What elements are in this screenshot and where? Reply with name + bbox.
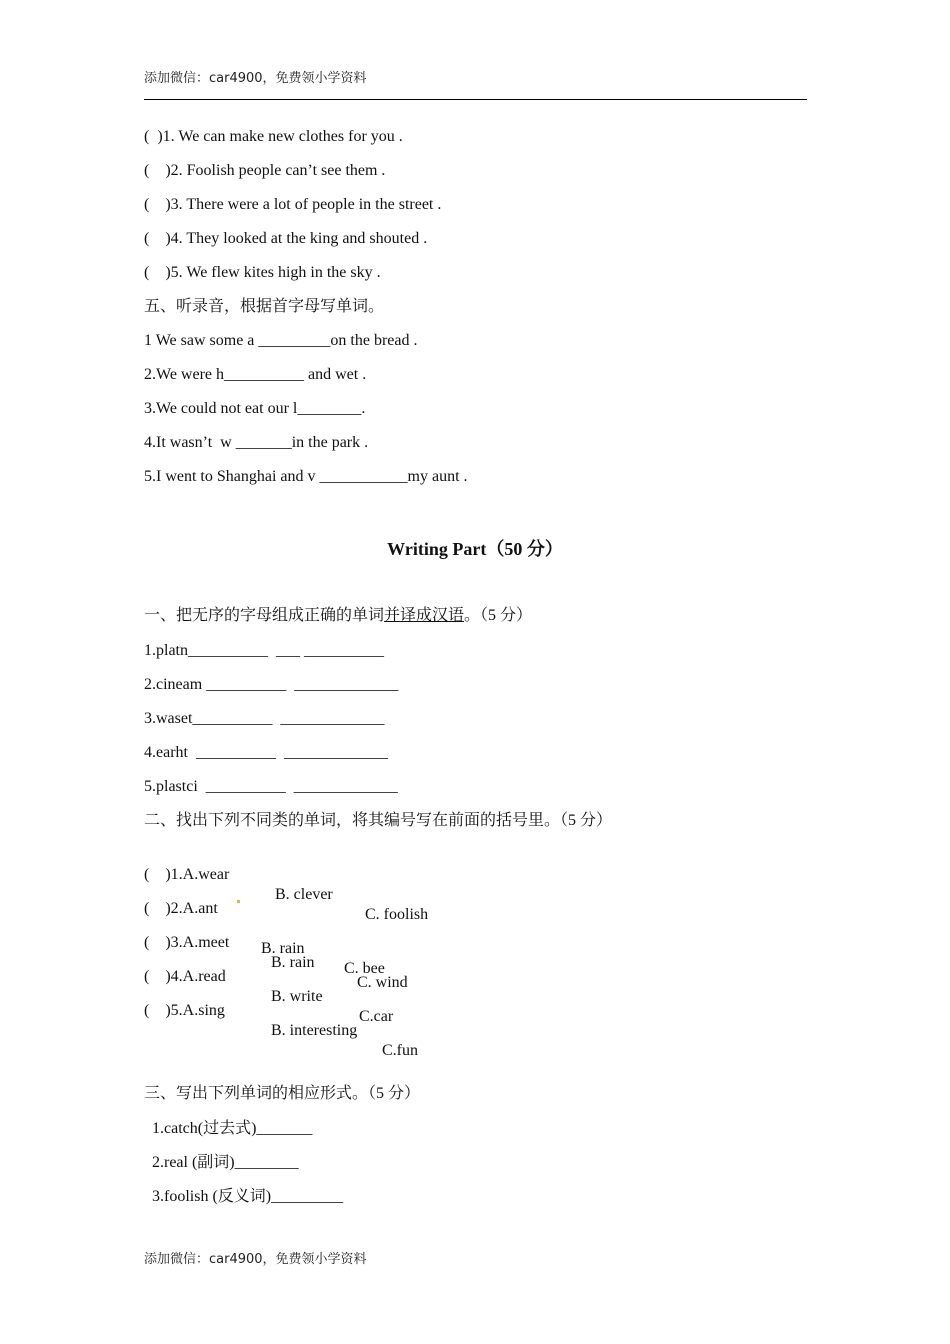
part1-item-2: 2.cineam __________ _____________ (144, 676, 399, 693)
part2-row-4-a: ( )4.A.read (144, 968, 226, 985)
section5-item-5: 5.I went to Shanghai and v ___________my aunt . (144, 468, 468, 485)
part1-heading-post: 。（5 分） (464, 607, 533, 624)
section5-heading: 五、听录音，根据首字母写单词。 (144, 298, 385, 315)
judge-item-2: ( )2. Foolish people can’t see them . (144, 162, 386, 179)
judge-item-1: ( )1. We can make new clothes for you . (144, 128, 403, 145)
part2-row-3-c: C. wind (357, 974, 408, 991)
part1-item-4: 4.earht __________ _____________ (144, 744, 388, 761)
part3-item-2: 2.real (副词)________ (152, 1154, 299, 1171)
section5-item-4: 4.It wasn’t w _______in the park . (144, 434, 369, 451)
part1-item-5: 5.plastci __________ _____________ (144, 778, 398, 795)
part2-row-5-c: C.fun (382, 1042, 418, 1059)
part2-row-4-c: C.car (359, 1008, 394, 1025)
part2-heading: 二、找出下列不同类的单词，将其编号写在前面的括号里。（5 分） (144, 812, 613, 829)
judge-item-3: ( )3. There were a lot of people in the street . (144, 196, 442, 213)
part2-row-1-b: B. clever (275, 886, 333, 903)
decor-dot (236, 889, 241, 909)
writing-part-title: Writing Part（50 分） (387, 539, 563, 559)
section5-item-1: 1 We saw some a _________on the bread . (144, 332, 418, 349)
part2-row-5-b: B. interesting (271, 1022, 358, 1039)
part2-row-3-a: ( )3.A.meet (144, 934, 230, 951)
part3-heading: 三、写出下列单词的相应形式。（5 分） (144, 1085, 421, 1102)
section5-item-2: 2.We were h__________ and wet . (144, 366, 367, 383)
part2-row-4-b: B. write (271, 988, 323, 1005)
part1-heading-pre: 一、把无序的字母组成正确的单词 (144, 607, 385, 624)
part1-heading (144, 606, 532, 626)
part1-item-3: 3.waset__________ _____________ (144, 710, 385, 727)
page-header: 添加微信：car4900，免费领小学资料 (144, 71, 367, 86)
page-footer: 添加微信：car4900，免费领小学资料 (144, 1252, 367, 1267)
part2-row-3-b: B. rain (271, 954, 315, 971)
part2-row-1-a: ( )1.A.wear (144, 866, 230, 883)
part2-row-2-a: ( )2.A.ant (144, 900, 218, 917)
header-rule (144, 99, 807, 100)
part3-item-1: 1.catch(过去式)_______ (152, 1120, 313, 1137)
judge-item-5: ( )5. We flew kites high in the sky . (144, 264, 381, 281)
part3-item-3: 3.foolish (反义词)_________ (152, 1188, 344, 1205)
part2-row-2-c: C. bee (344, 960, 385, 977)
part1-item-1: 1.platn__________ ___ __________ (144, 642, 384, 659)
part2-row-2-b: B. rain (261, 940, 305, 957)
section5-item-3: 3.We could not eat our l________. (144, 400, 366, 417)
part2-row-1-c: C. foolish (365, 906, 429, 923)
part1-heading-underlined: 并译成汉语 (384, 607, 465, 624)
part2-row-5-a: ( )5.A.sing (144, 1002, 225, 1019)
judge-item-4: ( )4. They looked at the king and shouted . (144, 230, 428, 247)
